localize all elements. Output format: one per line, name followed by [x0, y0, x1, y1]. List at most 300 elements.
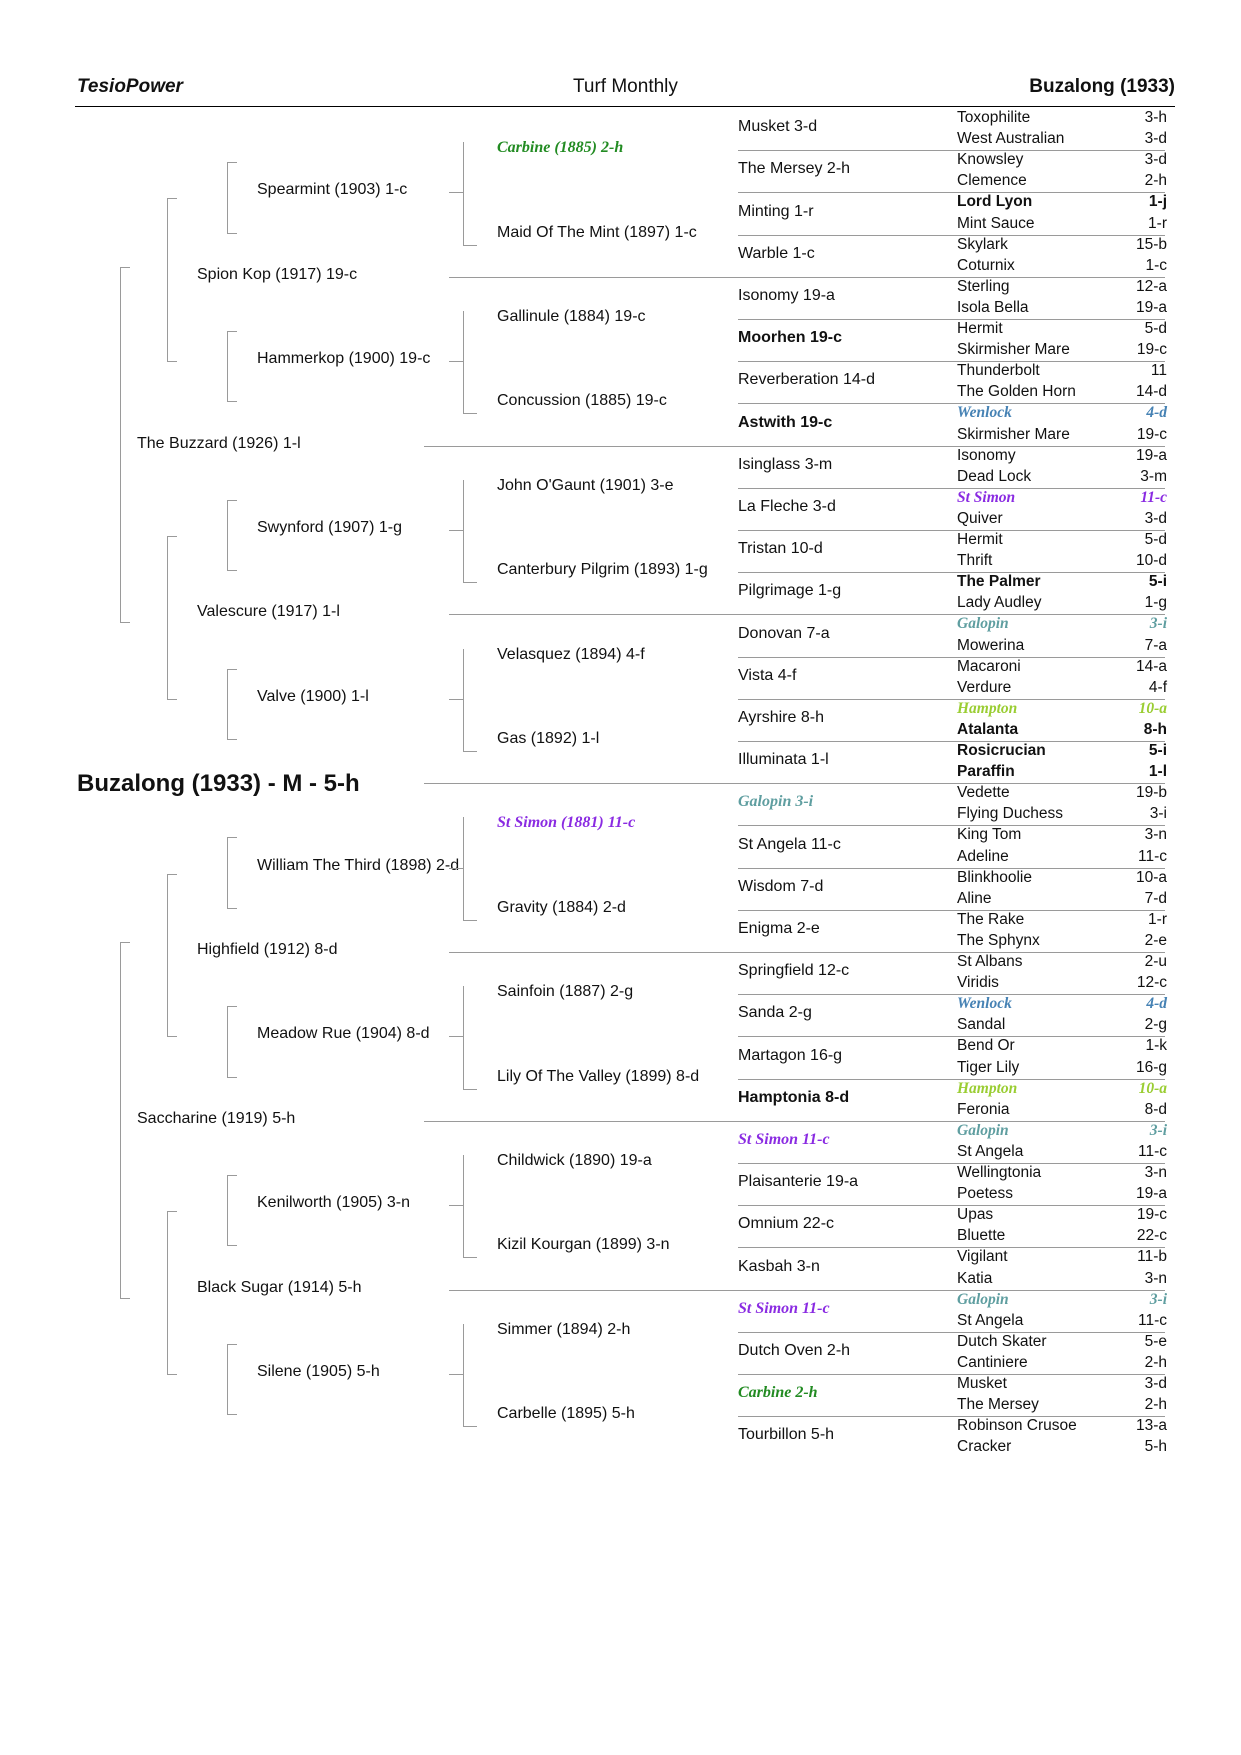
- g4-ancestor: Sainfoin (1887) 2-g: [497, 983, 634, 1001]
- separator-line: [957, 657, 1165, 658]
- g4-ancestor: Canterbury Pilgrim (1893) 1-g: [497, 561, 708, 579]
- bracket-stub: [120, 622, 130, 623]
- separator-line: [957, 1163, 1165, 1164]
- g5-ancestor-name: Musket: [957, 1375, 1007, 1392]
- g5-ancestor-family: 19-b: [1135, 784, 1167, 802]
- g5-ancestor-name: West Australian: [957, 130, 1065, 148]
- g3-ancestor: Hammerkop (1900) 19-c: [257, 350, 431, 368]
- g5-ancestor-row: [957, 129, 1167, 150]
- g5-ancestor-row: [957, 1079, 1167, 1100]
- g5-ancestor-name: Hampton: [957, 699, 1018, 717]
- separator-line: [957, 952, 1165, 953]
- g5-ancestor-family: 3-i: [1149, 805, 1167, 823]
- g5-ancestor-name: Wenlock: [957, 995, 1012, 1013]
- g5-ancestor-row: [957, 1416, 1167, 1437]
- bracket-stub: [227, 669, 237, 670]
- g5-ancestor-family: 5-e: [1144, 1332, 1167, 1350]
- separator-line: [957, 277, 1165, 278]
- g5-ancestor-row: [957, 530, 1167, 551]
- separator-line: [957, 1290, 1165, 1291]
- g2-ancestor: Black Sugar (1914) 5-h: [197, 1278, 362, 1296]
- g4b-ancestor: Omnium 22-c: [738, 1215, 835, 1233]
- g5-ancestor-family: 19-a: [1135, 446, 1167, 464]
- bracket-stub: [227, 1077, 237, 1078]
- g5-ancestor-family: 10-d: [1135, 552, 1167, 570]
- bracket-line: [120, 267, 121, 623]
- g4-ancestor: Maid Of The Mint (1897) 1-c: [497, 223, 697, 241]
- g5-ancestor-family: 11-c: [1140, 488, 1167, 506]
- g5-ancestor-name: Galopin: [957, 615, 1009, 633]
- g5-ancestor-family: 3-h: [1144, 109, 1167, 126]
- g2-ancestor: Highfield (1912) 8-d: [197, 941, 338, 958]
- g4-ancestor: Carbelle (1895) 5-h: [497, 1405, 635, 1423]
- bracket-stub: [167, 1211, 177, 1212]
- g4b-ancestor: Hamptonia 8-d: [738, 1088, 850, 1106]
- bracket-line: [463, 1324, 464, 1426]
- g5-ancestor-name: Sterling: [957, 277, 1010, 295]
- g5-ancestor-row: [957, 1247, 1167, 1268]
- g5-ancestor-name: Hermit: [957, 320, 1003, 337]
- bracket-line: [167, 536, 168, 699]
- g5-ancestor-name: Vigilant: [957, 1248, 1008, 1266]
- g5-ancestor-row: [957, 868, 1167, 889]
- g5-ancestor-family: 3-i: [1149, 615, 1167, 633]
- bracket-stub: [227, 1344, 237, 1345]
- bracket-stub: [227, 908, 237, 909]
- bracket-line: [120, 942, 121, 1298]
- bracket-stub: [227, 331, 237, 332]
- g4b-ancestor: Musket 3-d: [738, 118, 818, 136]
- g5-ancestor-family: 10-a: [1138, 1079, 1167, 1097]
- g4b-ancestor: Dutch Oven 2-h: [738, 1341, 851, 1359]
- header-rule: [75, 106, 1175, 107]
- g5-ancestor-family: 19-c: [1136, 1206, 1167, 1224]
- g5-ancestor-name: Skirmisher Mare: [957, 341, 1070, 359]
- g5-ancestor-name: Paraffin: [957, 763, 1015, 781]
- separator-line: [957, 403, 1165, 404]
- bracket-stub: [227, 837, 237, 838]
- g4b-ancestor: Sanda 2-g: [738, 1004, 812, 1022]
- g5-ancestor-family: 3-d: [1144, 130, 1167, 148]
- g5-ancestor-name: King Tom: [957, 826, 1022, 844]
- g5-ancestor-row: [957, 1395, 1167, 1416]
- g5-ancestor-family: 1-c: [1145, 256, 1167, 274]
- bracket-stub: [449, 530, 463, 531]
- g5-ancestor-row: [957, 1226, 1167, 1247]
- g5-ancestor-name: Upas: [957, 1206, 994, 1224]
- bracket-line: [463, 311, 464, 413]
- separator-line: [957, 994, 1165, 995]
- g5-ancestor-row: [957, 741, 1167, 762]
- g4-ancestor: Simmer (1894) 2-h: [497, 1320, 631, 1338]
- g5-ancestor-name: Macaroni: [957, 657, 1021, 675]
- bracket-stub: [449, 192, 463, 193]
- g3-ancestor: Valve (1900) 1-l: [257, 687, 369, 705]
- g5-ancestor-name: Vedette: [957, 784, 1010, 802]
- separator-line: [449, 277, 738, 278]
- g4b-ancestor: Galopin 3-i: [738, 793, 814, 811]
- bracket-stub: [463, 751, 477, 752]
- g5-ancestor-row: [957, 319, 1167, 340]
- g4b-ancestor: Minting 1-r: [738, 202, 814, 220]
- bracket-stub: [227, 233, 237, 234]
- g5-ancestor-name: Dead Lock: [957, 467, 1032, 485]
- g5-ancestor-name: Bend Or: [957, 1037, 1015, 1055]
- g4-ancestor: Carbine (1885) 2-h: [497, 139, 624, 157]
- bracket-stub: [449, 699, 463, 700]
- g2-ancestor: Spion Kop (1917) 19-c: [197, 265, 358, 283]
- g5-ancestor-row: [957, 340, 1167, 361]
- g5-ancestor-name: Bluette: [957, 1227, 1006, 1245]
- g3-ancestor: Kenilworth (1905) 3-n: [257, 1194, 410, 1212]
- separator-line: [957, 1121, 1165, 1122]
- g5-ancestor-family: 19-c: [1136, 425, 1167, 443]
- bracket-line: [227, 500, 228, 570]
- bracket-stub: [463, 1426, 477, 1427]
- bracket-stub: [463, 1257, 477, 1258]
- g5-ancestor-name: Sandal: [957, 1016, 1006, 1034]
- g4-ancestor: Lily Of The Valley (1899) 8-d: [497, 1067, 700, 1085]
- g5-ancestor-name: Isonomy: [957, 446, 1016, 464]
- g5-ancestor-family: 10-a: [1138, 699, 1167, 717]
- g5-ancestor-family: 19-a: [1135, 298, 1167, 316]
- g4b-ancestor: Donovan 7-a: [738, 624, 830, 642]
- g5-ancestor-name: Skylark: [957, 235, 1008, 253]
- g5-ancestor-name: Clemence: [957, 172, 1027, 190]
- g5-ancestor-name: The Mersey: [957, 1396, 1039, 1414]
- bracket-stub: [449, 1205, 463, 1206]
- g4b-ancestor: Wisdom 7-d: [738, 877, 824, 895]
- g5-ancestor-family: 3-d: [1144, 1375, 1167, 1392]
- g5-ancestor-family: 5-i: [1148, 742, 1167, 759]
- g5-ancestor-name: Thrift: [957, 552, 993, 570]
- g5-ancestor-family: 13-a: [1135, 1417, 1167, 1435]
- bracket-line: [227, 1006, 228, 1076]
- separator-line: [449, 952, 738, 953]
- g5-ancestor-family: 7-a: [1144, 636, 1167, 654]
- g5-ancestor-name: Adeline: [957, 847, 1009, 865]
- separator-line: [449, 446, 738, 447]
- bracket-stub: [167, 699, 177, 700]
- g5-ancestor-row: [957, 235, 1167, 256]
- bracket-stub: [449, 361, 463, 362]
- g3-ancestor: Swynford (1907) 1-g: [257, 519, 402, 536]
- g5-ancestor-name: St Angela: [957, 1142, 1024, 1160]
- g5-ancestor-row: [957, 1142, 1167, 1163]
- g5-ancestor-row: [957, 277, 1167, 298]
- g4-ancestor: Gravity (1884) 2-d: [497, 898, 626, 916]
- g2-ancestor: Valescure (1917) 1-l: [197, 603, 340, 621]
- g4-ancestor: Childwick (1890) 19-a: [497, 1152, 652, 1169]
- g4b-ancestor: Warble 1-c: [738, 244, 815, 262]
- g5-ancestor-family: 3-m: [1140, 467, 1167, 485]
- g4b-ancestor: St Simon 11-c: [738, 1130, 830, 1148]
- g5-ancestor-row: [957, 1311, 1167, 1332]
- g5-ancestor-family: 4-d: [1146, 995, 1167, 1013]
- g5-ancestor-family: 1-r: [1148, 910, 1167, 928]
- g5-ancestor-name: Hampton: [957, 1079, 1018, 1097]
- g5-ancestor-name: Feronia: [957, 1100, 1010, 1118]
- bracket-stub: [449, 1374, 463, 1375]
- g4-ancestor: Gallinule (1884) 19-c: [497, 308, 646, 325]
- g5-ancestor-row: [957, 994, 1167, 1015]
- separator-line: [957, 868, 1165, 869]
- g5-ancestor-name: Isola Bella: [957, 298, 1029, 316]
- bracket-stub: [227, 1175, 237, 1176]
- separator-line: [957, 1079, 1165, 1080]
- g4b-ancestor: Enigma 2-e: [738, 919, 820, 937]
- g5-ancestor-family: 7-d: [1144, 889, 1167, 907]
- bracket-line: [167, 874, 168, 1037]
- g5-ancestor-name: Hermit: [957, 531, 1003, 548]
- bracket-line: [227, 162, 228, 232]
- g3-ancestor: Silene (1905) 5-h: [257, 1363, 380, 1380]
- g4-ancestor: John O'Gaunt (1901) 3-e: [497, 476, 674, 494]
- g3-ancestor: William The Third (1898) 2-d: [257, 856, 460, 874]
- g5-ancestor-name: Robinson Crusoe: [957, 1417, 1077, 1435]
- bracket-stub: [167, 361, 177, 362]
- g5-ancestor-row: [957, 847, 1167, 868]
- g5-ancestor-family: 8-h: [1143, 720, 1167, 738]
- g5-ancestor-row: [957, 298, 1167, 319]
- g5-ancestor-name: Dutch Skater: [957, 1332, 1047, 1350]
- g5-ancestor-row: [957, 910, 1167, 931]
- g5-ancestor-family: 2-h: [1144, 1396, 1167, 1414]
- g5-ancestor-name: Aline: [957, 889, 992, 907]
- g5-ancestor-family: 2-h: [1144, 172, 1167, 190]
- g5-ancestor-row: [957, 108, 1167, 129]
- g4b-ancestor: Illuminata 1-l: [738, 751, 829, 769]
- bracket-stub: [463, 1089, 477, 1090]
- g5-ancestor-name: St Simon: [957, 488, 1016, 506]
- g4-ancestor: Concussion (1885) 19-c: [497, 392, 667, 410]
- g5-ancestor-name: Mowerina: [957, 636, 1025, 654]
- separator-line: [957, 446, 1165, 447]
- g5-ancestor-row: [957, 657, 1167, 678]
- bracket-stub: [167, 198, 177, 199]
- separator-line: [449, 783, 738, 784]
- g4b-ancestor: Springfield 12-c: [738, 962, 850, 980]
- g5-ancestor-family: 3-n: [1144, 826, 1167, 844]
- g5-ancestor-row: [957, 403, 1167, 424]
- g5-ancestor-row: [957, 593, 1167, 614]
- g5-ancestor-family: 1-l: [1148, 763, 1167, 781]
- g4b-ancestor: Reverberation 14-d: [738, 371, 875, 389]
- g5-ancestor-name: St Angela: [957, 1311, 1024, 1329]
- bracket-stub: [227, 1245, 237, 1246]
- g4b-ancestor: Martagon 16-g: [738, 1046, 843, 1064]
- separator-line: [957, 1416, 1165, 1417]
- g5-ancestor-row: [957, 572, 1167, 593]
- bracket-line: [227, 837, 228, 907]
- g5-ancestor-row: [957, 973, 1167, 994]
- bracket-stub: [463, 920, 477, 921]
- bracket-stub: [449, 1036, 463, 1037]
- g5-ancestor-row: [957, 804, 1167, 825]
- g5-ancestor-row: [957, 1058, 1167, 1079]
- g5-ancestor-name: Quiver: [957, 509, 1003, 527]
- g4b-ancestor: Tourbillon 5-h: [738, 1426, 835, 1444]
- bracket-line: [227, 1344, 228, 1414]
- g5-ancestor-name: Knowsley: [957, 151, 1024, 169]
- bracket-stub: [120, 1298, 130, 1299]
- bracket-line: [463, 480, 464, 582]
- g1-ancestor: Saccharine (1919) 5-h: [137, 1109, 296, 1127]
- bracket-stub: [120, 267, 130, 268]
- separator-line: [449, 1121, 738, 1122]
- bracket-stub: [463, 582, 477, 583]
- g5-ancestor-name: The Golden Horn: [957, 383, 1076, 401]
- bracket-stub: [449, 868, 463, 869]
- g4b-ancestor: Ayrshire 8-h: [738, 708, 824, 726]
- bracket-stub: [227, 500, 237, 501]
- g5-ancestor-family: 1-r: [1148, 214, 1167, 232]
- g5-ancestor-row: [957, 1184, 1167, 1205]
- horse-title: Buzalong (1933): [1029, 76, 1175, 97]
- separator-line: [957, 825, 1165, 826]
- g5-ancestor-family: 22-c: [1136, 1227, 1167, 1245]
- bracket-stub: [167, 1036, 177, 1037]
- g5-ancestor-row: [957, 1437, 1167, 1458]
- g5-ancestor-row: [957, 1353, 1167, 1374]
- g5-ancestor-name: The Sphynx: [957, 931, 1040, 949]
- g5-ancestor-row: [957, 171, 1167, 192]
- g5-ancestor-row: [957, 1015, 1167, 1036]
- g5-ancestor-family: 2-u: [1144, 953, 1167, 970]
- g5-ancestor-family: 5-d: [1144, 320, 1167, 337]
- g5-ancestor-name: Atalanta: [957, 720, 1019, 738]
- separator-line: [957, 1247, 1165, 1248]
- g5-ancestor-name: Coturnix: [957, 256, 1015, 274]
- bracket-stub: [463, 245, 477, 246]
- g5-ancestor-row: [957, 678, 1167, 699]
- g5-ancestor-family: 3-d: [1144, 509, 1167, 527]
- g5-ancestor-family: 3-n: [1144, 1164, 1167, 1181]
- separator-line: [957, 319, 1165, 320]
- g5-ancestor-row: [957, 382, 1167, 403]
- g5-ancestor-row: [957, 762, 1167, 783]
- g5-ancestor-family: 11-c: [1137, 847, 1167, 865]
- g5-ancestor-name: Poetess: [957, 1185, 1014, 1203]
- g1-ancestor: The Buzzard (1926) 1-l: [137, 434, 301, 452]
- bracket-line: [227, 669, 228, 739]
- g5-ancestor-row: [957, 214, 1167, 235]
- separator-line: [957, 192, 1165, 193]
- g5-ancestor-row: [957, 1269, 1167, 1290]
- g5-ancestor-name: The Rake: [957, 910, 1025, 928]
- separator-line: [957, 614, 1165, 615]
- g4b-ancestor: Moorhen 19-c: [738, 329, 843, 347]
- g5-ancestor-row: [957, 425, 1167, 446]
- g5-ancestor-family: 8-d: [1144, 1100, 1167, 1118]
- g5-ancestor-family: 4-f: [1148, 678, 1167, 696]
- g5-ancestor-family: 3-d: [1144, 151, 1167, 169]
- separator-line: [957, 488, 1165, 489]
- g5-ancestor-row: [957, 699, 1167, 720]
- separator-line: [957, 1332, 1165, 1333]
- g4b-ancestor: Carbine 2-h: [738, 1384, 818, 1402]
- separator-line: [957, 235, 1165, 236]
- g5-ancestor-family: 19-a: [1135, 1185, 1167, 1203]
- separator-line: [957, 572, 1165, 573]
- separator-line: [957, 783, 1165, 784]
- g3-ancestor: Spearmint (1903) 1-c: [257, 181, 408, 199]
- g5-ancestor-family: 12-c: [1136, 974, 1167, 992]
- g5-ancestor-name: Tiger Lily: [957, 1058, 1020, 1076]
- separator-line: [957, 1036, 1165, 1037]
- g5-ancestor-family: 10-a: [1135, 868, 1167, 886]
- g5-ancestor-name: Galopin: [957, 1290, 1009, 1308]
- subject-horse: Buzalong (1933) - M - 5-h: [77, 770, 360, 797]
- bracket-stub: [227, 739, 237, 740]
- g5-ancestor-name: St Albans: [957, 953, 1023, 970]
- g5-ancestor-family: 2-h: [1144, 1353, 1167, 1371]
- g5-ancestor-row: [957, 256, 1167, 277]
- g5-ancestor-row: [957, 192, 1167, 213]
- separator-line: [957, 1374, 1165, 1375]
- g5-ancestor-name: Toxophilite: [957, 109, 1031, 126]
- g5-ancestor-family: 1-j: [1148, 193, 1167, 211]
- bracket-stub: [227, 1414, 237, 1415]
- g5-ancestor-row: [957, 889, 1167, 910]
- g5-ancestor-name: Lady Audley: [957, 594, 1042, 612]
- g5-ancestor-name: Katia: [957, 1269, 993, 1287]
- g5-ancestor-family: 5-i: [1148, 573, 1167, 591]
- g4b-ancestor: Isinglass 3-m: [738, 455, 833, 473]
- publication-title: Turf Monthly: [573, 76, 678, 97]
- g5-ancestor-name: Verdure: [957, 678, 1012, 696]
- g5-ancestor-family: 5-h: [1144, 1438, 1167, 1456]
- g5-ancestor-row: [957, 952, 1167, 973]
- g3-ancestor: Meadow Rue (1904) 8-d: [257, 1025, 430, 1043]
- separator-line: [957, 530, 1165, 531]
- g5-ancestor-name: Viridis: [957, 974, 999, 992]
- g5-ancestor-row: [957, 361, 1167, 382]
- bracket-stub: [227, 401, 237, 402]
- separator-line: [957, 150, 1165, 151]
- bracket-line: [463, 1155, 464, 1257]
- g5-ancestor-name: Cracker: [957, 1438, 1012, 1456]
- bracket-stub: [227, 570, 237, 571]
- g4b-ancestor: Vista 4-f: [738, 666, 797, 684]
- g5-ancestor-row: [957, 720, 1167, 741]
- g5-ancestor-family: 1-g: [1144, 594, 1167, 612]
- g5-ancestor-row: [957, 1036, 1167, 1057]
- g4b-ancestor: Plaisanterie 19-a: [738, 1173, 859, 1191]
- g4b-ancestor: Pilgrimage 1-g: [738, 582, 842, 600]
- g5-ancestor-row: [957, 467, 1167, 488]
- g5-ancestor-name: Skirmisher Mare: [957, 425, 1070, 443]
- g5-ancestor-family: 1-k: [1145, 1037, 1167, 1055]
- g4b-ancestor: La Fleche 3-d: [738, 497, 836, 515]
- g5-ancestor-name: Lord Lyon: [957, 193, 1033, 211]
- g5-ancestor-family: 5-d: [1144, 531, 1167, 548]
- separator-line: [449, 1290, 738, 1291]
- bracket-stub: [120, 942, 130, 943]
- bracket-line: [227, 1175, 228, 1245]
- g5-ancestor-row: [957, 488, 1167, 509]
- g5-ancestor-family: 12-a: [1135, 277, 1167, 295]
- g5-ancestor-name: The Palmer: [957, 573, 1041, 591]
- bracket-stub: [463, 413, 477, 414]
- g5-ancestor-row: [957, 551, 1167, 572]
- g5-ancestor-row: [957, 1332, 1167, 1353]
- g5-ancestor-family: 19-c: [1136, 341, 1167, 359]
- g4b-ancestor: Isonomy 19-a: [738, 286, 835, 304]
- g5-ancestor-family: 11-c: [1137, 1311, 1167, 1329]
- g5-ancestor-name: Rosicrucian: [957, 742, 1046, 759]
- bracket-line: [227, 331, 228, 401]
